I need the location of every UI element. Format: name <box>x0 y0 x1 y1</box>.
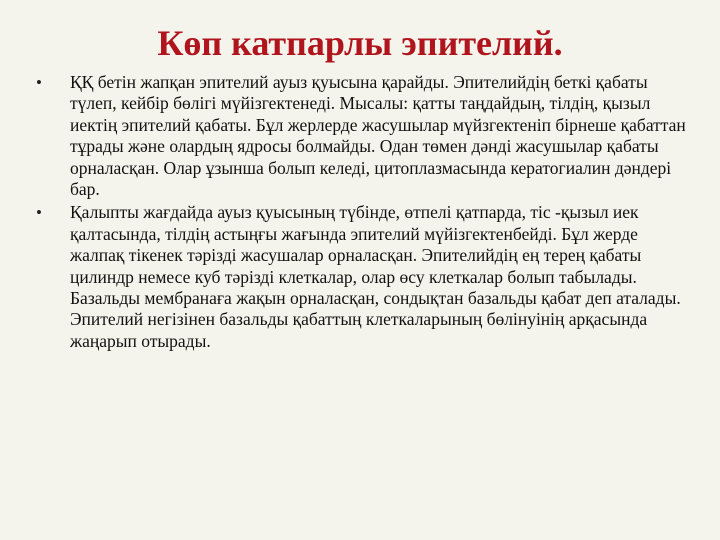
bullet-text: ҚҚ бетін жапқан эпителий ауыз қуысына қарайды. Эпителийдің беткі қабаты түлеп, кейбір бөлігі мүйізгектенеді. Мысалы: қатты таңдайдың, тілдің, қызыл иектің эпителий қабаты. Бұл жерлерде жасушылар мүйзгектеніп бірнеше қабаттан тұрады және олардың ядросы болмайды. Одан төмен дәнді жасушылар қабаты орналасқан. Олар ұзынша болып келеді, цитоплазмасында кератогиалин дәндері бар. <box>70 72 686 200</box>
bullet-item <box>36 202 696 352</box>
bullet-text: Қалыпты жағдайда ауыз қуысының түбінде, өтпелі қатпарда, тіс -қызыл иек қалтасында, тілдің астыңғы жағында эпителий мүйізгектенбейді. Бұл жерде жалпақ тікенек тәрізді жасушалар орналасқан. Эпителийдің ең терең қабаты цилиндр немесе куб тәрізді клеткалар, олар өсу клеткалар болып табылады. Базальды мембранаға жақын орналасқан, сондықтан базальды қабат деп аталады. Эпителий негізінен базальды қабаттың клеткаларының бөлінуінің арқасында жаңарып отырады. <box>70 202 681 351</box>
bullet-list <box>36 72 696 354</box>
slide-title: Көп катпарлы эпителий. <box>157 23 563 63</box>
bullet-marker-icon: • <box>36 73 42 92</box>
bullet-marker-icon: • <box>36 203 42 223</box>
bullet-item <box>36 72 696 200</box>
